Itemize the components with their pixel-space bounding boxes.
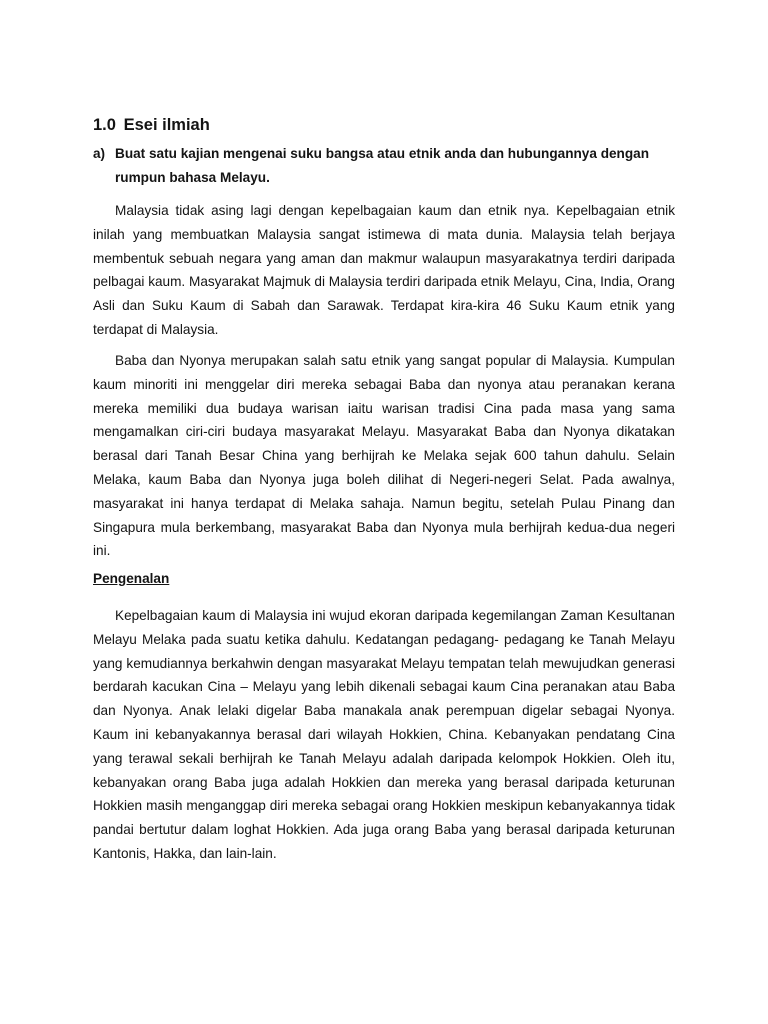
question-text: Buat satu kajian mengenai suku bangsa atau etnik anda dan hubungannya dengan rumpun bahasa Melayu. xyxy=(115,146,650,185)
essay-question xyxy=(93,142,675,190)
heading-title: Esei ilmiah xyxy=(123,116,210,134)
paragraph-baba-nyonya: Baba dan Nyonya merupakan salah satu etnik yang sangat popular di Malaysia. Kumpulan kaum minoriti ini menggelar diri mereka sebagai Baba dan nyonya atau peranakan kerana mereka memiliki dua budaya warisan iaitu warisan tradisi Cina pada masa yang sama mengamalkan ciri-ciri budaya masyarakat Melayu. Masyarakat Baba dan Nyonya dikatakan berasal dari Tanah Besar China yang berhijrah ke Melaka sejak 600 tahun dahulu. Selain Melaka, kaum Baba dan Nyonya juga boleh dilihat di Negeri-negeri Selat. Pada awalnya, masyarakat ini hanya terdapat di Melaka sahaja. Namun begitu, setelah Pulau Pinang dan Singapura mula berkembang, masyarakat Baba dan Nyonya mula berhijrah kedua-dua negeri ini. xyxy=(93,353,675,559)
heading-number: 1.0 xyxy=(93,116,116,134)
question-letter: a) xyxy=(93,146,106,161)
section-heading xyxy=(93,116,210,135)
paragraph-intro: Malaysia tidak asing lagi dengan kepelbagaian kaum dan etnik nya. Kepelbagaian etnik inilah yang membuatkan Malaysia sangat istimewa di mata dunia. Malaysia telah berjaya membentuk sebuah negara yang aman dan makmur walaupun masyarakatnya terdiri daripada pelbagai kaum. Masyarakat Majmuk di Malaysia terdiri daripada etnik Melayu, Cina, India, Orang Asli dan Suku Kaum di Sabah dan Sarawak. Terdapat kira-kira 46 Suku Kaum etnik yang terdapat di Malaysia. xyxy=(93,203,675,337)
subsection-title: Pengenalan xyxy=(93,571,170,586)
paragraph-pengenalan: Kepelbagaian kaum di Malaysia ini wujud ekoran daripada kegemilangan Zaman Kesultanan Melayu Melaka pada suatu ketika dahulu. Kedatangan pedagang- pedagang ke Tanah Melayu yang kemudiannya berkahwin dengan masyarakat Melayu tempatan telah mewujudkan generasi berdarah kacukan Cina – Melayu yang lebih dikenali sebagai kaum Cina peranakan atau Baba dan Nyonya. Anak lelaki digelar Baba manakala anak perempuan digelar sebagai Nyonya. Kaum ini kebanyakannya berasal dari wilayah Hokkien, China. Kebanyakan pendatang Cina yang terawal sekali berhijrah ke Tanah Melayu adalah daripada kelompok Hokkien. Oleh itu, kebanyakan orang Baba juga adalah Hokkien dan mereka yang berasal daripada keturunan Hokkien masih menganggap diri mereka sebagai orang Hokkien meskipun kebanyakannya tidak pandai bertutur dalam loghat Hokkien. Ada juga orang Baba yang berasal daripada keturunan Kantonis, Hakka, dan lain-lain. xyxy=(93,608,675,861)
